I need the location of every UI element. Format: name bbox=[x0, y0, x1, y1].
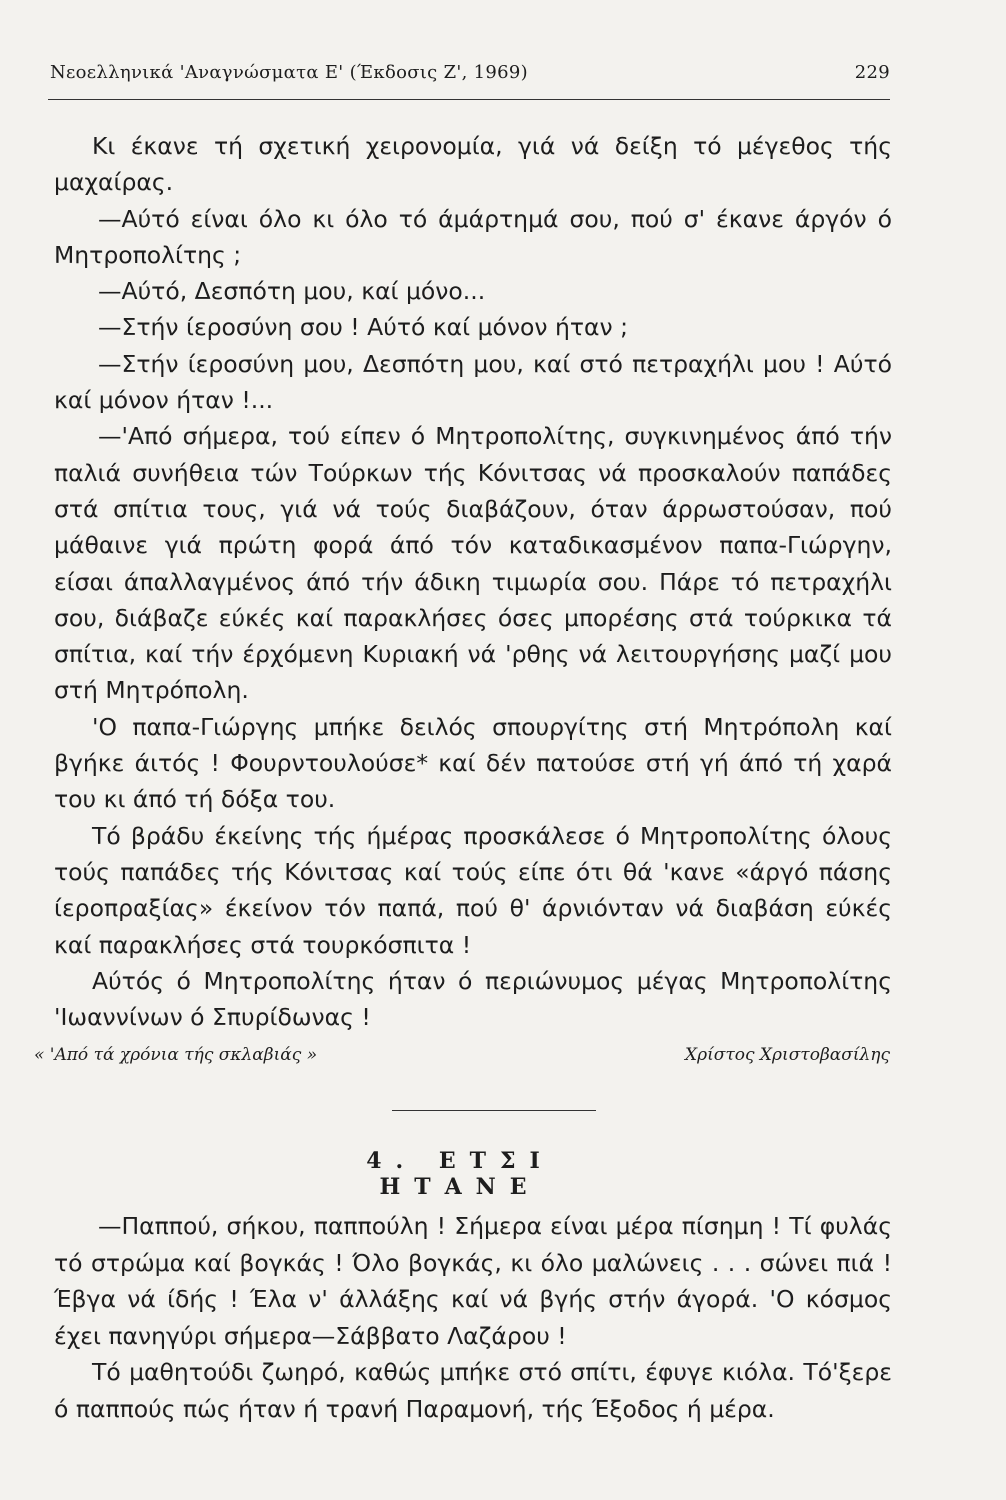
source-author: Χρίστος Χριστοβασίλης bbox=[685, 1045, 890, 1065]
section-divider bbox=[392, 1110, 596, 1111]
paragraph: —'Από σήμερα, τού είπεν ό Μητροπολίτης, συγκινημένος άπό τήν παλιά συνήθεια τών Τούρκων τής Κόνιτσας νά προσκαλούν παπάδες στά σπίτια τους, γιά νά τούς διαβάζουν, όταν άρρωστούσαν, πού μάθαινε γιά πρώτη φορά άπό τόν καταδικασμένον παπα-Γιώργην, είσαι άπαλλαγμένος άπό τήν άδικη τιμωρία σου. Πάρε τό πετραχήλι σου, διάβαζε εύκές καί παρακλήσες όσες μπορέσης στά τούρκικα τά σπίτια, καί τήν έρχόμενη Κυριακή νά 'ρθης νά λειτουργήσης μαζί μου στή Μητρόπολη. bbox=[54, 422, 892, 705]
paragraph: Αύτός ό Μητροπολίτης ήταν ό περιώνυμος μέγας Μητροπολίτης 'Ιωαννίνων ό Σπυρίδωνας ! bbox=[54, 966, 892, 1032]
page-number: 229 bbox=[854, 62, 890, 83]
chapter-title: 4. ΕΤΣΙ ΗΤΑΝΕ bbox=[366, 1148, 554, 1200]
paragraph: —Στήν ίεροσύνη σου ! Αύτό καί μόνον ήταν ; bbox=[98, 313, 629, 342]
paragraph: —Αύτό είναι όλο κι όλο τό άμάρτημά σου, πού σ' έκανε άργόν ό Μητροπολίτης ; bbox=[54, 204, 892, 269]
passage-two bbox=[54, 1208, 892, 1427]
paragraph: 'Ο παπα-Γιώργης μπήκε δειλός σπουργίτης στή Μητρόπολη καί βγήκε άιτός ! Φουρντουλούσε* καί δέν πατούσε στή γή άπό τή χαρά του κι άπό τή δόξα του. bbox=[54, 712, 892, 814]
running-header-title: Νεοελληνικά 'Αναγνώσματα Ε' (Έκδοσις Ζ', 1969) bbox=[50, 62, 528, 83]
source-work-title: « 'Από τά χρόνια τής σκλαβιάς » bbox=[34, 1045, 318, 1065]
running-header bbox=[50, 62, 890, 92]
passage-one bbox=[54, 128, 892, 1035]
paragraph: —Αύτό, Δεσπότη μου, καί μόνο... bbox=[98, 277, 486, 306]
paragraph: —Παππού, σήκου, παππούλη ! Σήμερα είναι μέρα πίσημη ! Τί φυλάς τό στρώμα καί βογκάς ! Όλο βογκάς, κι όλο μαλώνεις . . . σώνει πιά ! Έβγα νά ίδής ! Έλα ν' άλλάξης καί νά βγής στήν άγορά. 'Ο κόσμος έχει πανηγύρι σήμερα—Σάββατο Λαζάρου ! bbox=[54, 1212, 892, 1350]
source-attribution bbox=[34, 1045, 890, 1071]
paragraph: —Στήν ίεροσύνη μου, Δεσπότη μου, καί στό πετραχήλι μου ! Αύτό καί μόνον ήταν !... bbox=[54, 349, 892, 415]
paragraph: Τό βράδυ έκείνης τής ήμέρας προσκάλεσε ό Μητροπολίτης όλους τούς παπάδες τής Κόνιτσας καί τούς είπε ότι θά 'κανε «άργό πάσης ίεροπραξίας» έκείνον τόν παπά, πού θ' άρνιόνταν νά διαβάση εύκές καί παρακλήσες στά τουρκόσπιτα ! bbox=[54, 821, 892, 959]
header-rule bbox=[48, 99, 890, 100]
paragraph: Κι έκανε τή σχετική χειρονομία, γιά νά δείξη τό μέγεθος τής μαχαίρας. bbox=[54, 132, 892, 197]
paragraph: Τό μαθητούδι ζωηρό, καθώς μπήκε στό σπίτι, έφυγε κιόλα. Τό'ξερε ό παππούς πώς ήταν ή τρανή Παραμονή, τής Έξοδος ή μέρα. bbox=[54, 1358, 892, 1423]
